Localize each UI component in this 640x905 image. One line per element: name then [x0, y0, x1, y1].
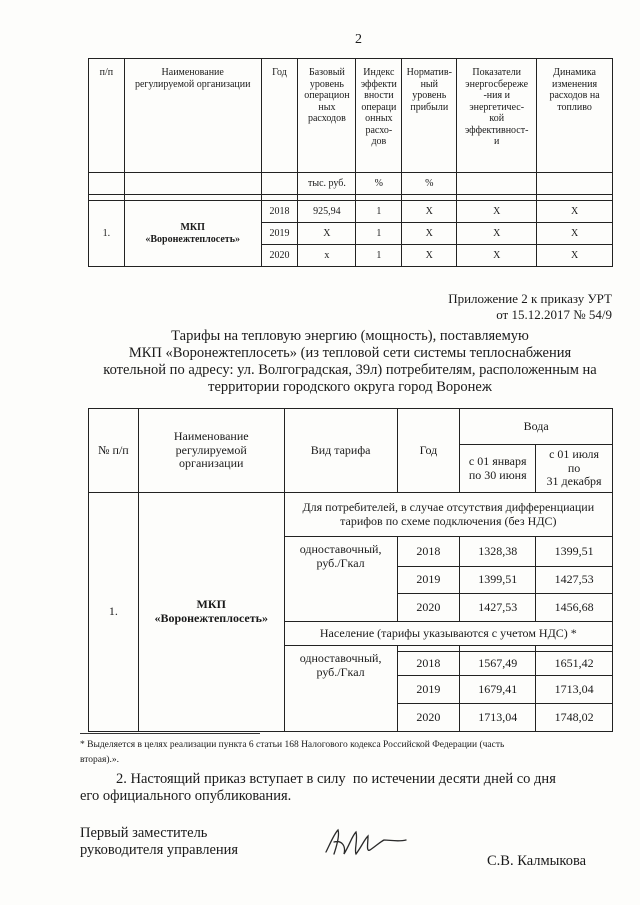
value-cell: 1399,51 [536, 537, 613, 567]
value-cell: 1427,53 [536, 567, 613, 594]
tariff-type: одноставочный, руб./Гкал [284, 646, 397, 732]
value-cell: 1651,42 [536, 652, 613, 676]
page-number: 2 [355, 32, 362, 47]
handwritten-signature [320, 822, 410, 862]
unit-base: тыс. руб. [298, 173, 356, 195]
title-line-1: Тарифы на тепловую энергию (мощность), поставляемую [171, 328, 529, 344]
value-cell: 1679,41 [460, 676, 536, 704]
col-profit-header: Норматив- ный уровень прибыли [402, 59, 457, 173]
col-org-header: Наименование регулируемой организации [124, 59, 261, 173]
col-fuel-header: Динамика изменения расходов на топливо [537, 59, 613, 173]
value-cell: 1567,49 [460, 652, 536, 676]
row-num: 1. [89, 201, 125, 267]
energy-cell: X [457, 201, 537, 223]
col-year-header: Год [397, 409, 460, 493]
value-cell: 1748,02 [536, 704, 613, 732]
year-cell: 2020 [397, 704, 460, 732]
row-num: 1. [89, 493, 139, 732]
footnote [80, 738, 620, 768]
col-period2-header: с 01 июля по 31 декабря [536, 445, 613, 493]
value-cell: 1713,04 [460, 704, 536, 732]
base-cell: X [298, 223, 356, 245]
col-base-header: Базовый уровень операцион ных расходов [298, 59, 356, 173]
org-name: МКП «Воронежтеплосеть» [138, 493, 284, 732]
year-cell: 2020 [397, 594, 460, 622]
year-cell: 2018 [397, 652, 460, 676]
table-row [89, 201, 613, 223]
title-line-2: МКП «Воронежтеплосеть» (из тепловой сети системы теплоснабжения [128, 345, 572, 361]
value-cell: 1713,04 [536, 676, 613, 704]
fuel-cell: X [537, 223, 613, 245]
unit-profit: % [402, 173, 457, 195]
appendix-line-1: Приложение 2 к приказу УРТ [448, 291, 612, 306]
title-line-4: территории городского округа город Воронеж [208, 379, 492, 395]
value-cell: 1399,51 [460, 567, 536, 594]
index-cell: 1 [356, 201, 402, 223]
closing-paragraph [80, 771, 620, 805]
energy-cell: X [457, 223, 537, 245]
col-index-header: Индекс эффекти вности операци онных расхо- дов [356, 59, 402, 173]
tariff-type: одноставочный, руб./Гкал [284, 537, 397, 622]
year-cell: 2019 [261, 223, 298, 245]
col-tariff-header: Вид тарифа [284, 409, 397, 493]
profit-cell: X [402, 223, 457, 245]
table-tariffs [88, 408, 613, 732]
unit-index: % [356, 173, 402, 195]
base-cell: 925,94 [298, 201, 356, 223]
col-year-header: Год [261, 59, 298, 173]
footnote-line-1: * Выделяется в целях реализации пункта 6 статьи 168 Налогового кодекса Российской Федерации (часть [80, 740, 505, 750]
col-period1-header: с 01 января по 30 июня [460, 445, 536, 493]
profit-cell: X [402, 201, 457, 223]
section-title: Население (тарифы указываются с учетом НДС) * [284, 622, 612, 646]
paragraph-line-2: его официального опубликования. [80, 788, 292, 804]
year-cell: 2019 [397, 676, 460, 704]
org-name: МКП «Воронежтеплосеть» [124, 201, 261, 267]
fuel-cell: X [537, 201, 613, 223]
year-cell: 2018 [261, 201, 298, 223]
title-line-3: котельной по адресу: ул. Волгоградская, 39л) потребителям, расположенным на [103, 362, 597, 378]
signatory-position [80, 825, 238, 859]
value-cell: 1427,53 [460, 594, 536, 622]
signatory-name: С.В. Калмыкова [487, 853, 587, 869]
energy-cell: X [457, 245, 537, 267]
value-cell: 1456,68 [536, 594, 613, 622]
document-title [80, 328, 620, 396]
appendix-line-2: от 15.12.2017 № 54/9 [496, 307, 612, 322]
position-line-1: Первый заместитель [80, 825, 208, 841]
fuel-cell: X [537, 245, 613, 267]
appendix-ref [448, 291, 612, 323]
col-water-header: Вода [460, 409, 613, 445]
year-cell: 2020 [261, 245, 298, 267]
index-cell: 1 [356, 223, 402, 245]
index-cell: 1 [356, 245, 402, 267]
section-title: Для потребителей, в случае отсутствия дифференциации тарифов по схеме подключения (без НДС) [284, 493, 612, 537]
table-efficiency [88, 58, 613, 267]
col-num-header: № п/п [89, 409, 139, 493]
paragraph-line-1: 2. Настоящий приказ вступает в силу по истечении десяти дней со дня [116, 771, 556, 787]
col-energy-header: Показатели энергосбереже -ния и энергетичес- кой эффективност- и [457, 59, 537, 173]
year-cell: 2018 [397, 537, 460, 567]
col-num-header: п/п [89, 59, 125, 173]
col-org-header: Наименование регулируемой организации [138, 409, 284, 493]
year-cell: 2019 [397, 567, 460, 594]
profit-cell: X [402, 245, 457, 267]
footnote-separator [80, 733, 260, 734]
footnote-line-2: вторая).». [80, 755, 120, 765]
value-cell: 1328,38 [460, 537, 536, 567]
position-line-2: руководителя управления [80, 842, 239, 858]
base-cell: x [298, 245, 356, 267]
